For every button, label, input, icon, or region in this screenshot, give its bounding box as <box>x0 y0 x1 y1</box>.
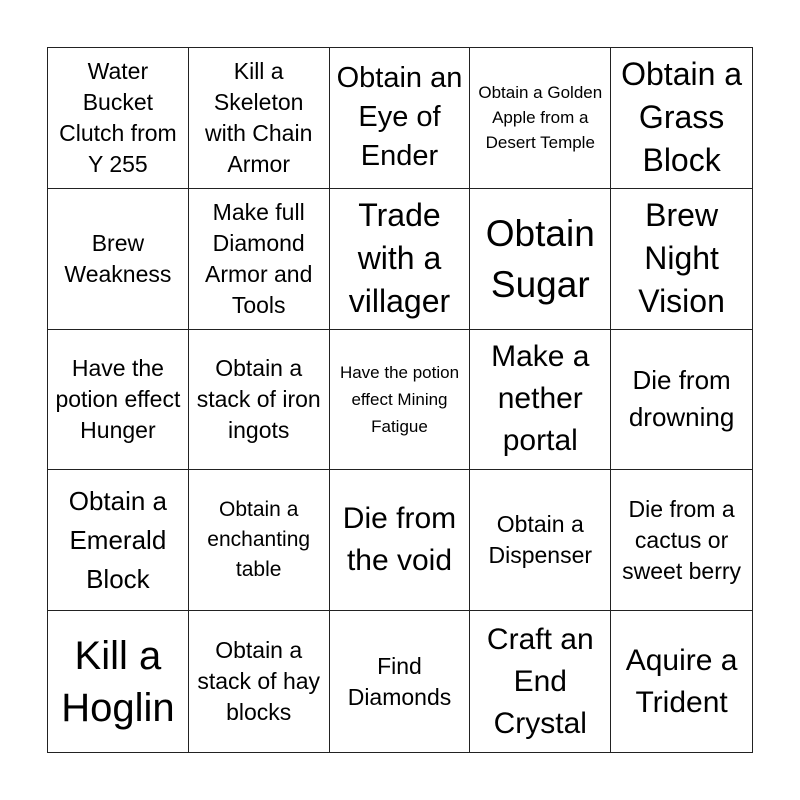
bingo-cell[interactable] <box>48 48 189 189</box>
bingo-cell[interactable] <box>470 189 611 330</box>
bingo-cell[interactable] <box>611 611 752 752</box>
bingo-cell[interactable] <box>48 611 189 752</box>
bingo-cell-text: Obtain Sugar <box>485 212 595 305</box>
bingo-cell[interactable] <box>189 611 330 752</box>
bingo-cell-text: Aquire a Trident <box>625 643 738 719</box>
bingo-cell-text: Have the potion effect Mining Fatigue <box>339 362 460 436</box>
bingo-cell[interactable] <box>48 189 189 330</box>
bingo-cell-text: Kill a Hoglin <box>61 633 175 730</box>
bingo-cell-text: Make a nether portal <box>491 340 590 458</box>
bingo-cell[interactable] <box>470 470 611 611</box>
bingo-cell-text: Water Bucket Clutch from Y 255 <box>59 57 177 177</box>
bingo-cell[interactable] <box>330 470 471 611</box>
bingo-cell-text: Die from drowning <box>628 365 735 433</box>
bingo-cell[interactable] <box>189 470 330 611</box>
bingo-cell[interactable] <box>611 470 752 611</box>
bingo-cell[interactable] <box>189 330 330 471</box>
bingo-cell-text: Trade with a villager <box>348 197 451 320</box>
bingo-cell[interactable] <box>611 48 752 189</box>
bingo-cell[interactable] <box>189 48 330 189</box>
bingo-cell-text: Kill a Skeleton with Chain Armor <box>204 57 313 177</box>
bingo-cell[interactable] <box>330 189 471 330</box>
bingo-cell[interactable] <box>330 330 471 471</box>
bingo-cell[interactable] <box>611 330 752 471</box>
bingo-cell[interactable] <box>48 330 189 471</box>
bingo-cell-text: Obtain a Emerald Block <box>68 485 168 594</box>
bingo-cell[interactable] <box>611 189 752 330</box>
bingo-card <box>47 47 753 753</box>
bingo-cell[interactable] <box>48 470 189 611</box>
bingo-cell[interactable] <box>189 189 330 330</box>
bingo-cell-text: Find Diamonds <box>347 652 452 710</box>
bingo-cell-text: Brew Weakness <box>64 229 172 287</box>
bingo-cell-text: Brew Night Vision <box>638 197 725 320</box>
bingo-cell-text: Die from a cactus or sweet berry <box>622 495 742 584</box>
bingo-cell-text: Craft an End Crystal <box>486 622 594 740</box>
bingo-cell[interactable] <box>470 48 611 189</box>
bingo-cell-text: Have the potion effect Hunger <box>55 354 181 443</box>
bingo-cell-text: Obtain a stack of hay blocks <box>197 637 321 726</box>
bingo-cell[interactable] <box>470 330 611 471</box>
bingo-cell-text: Obtain a Dispenser <box>488 511 593 569</box>
bingo-cell[interactable] <box>470 611 611 752</box>
bingo-cell-text: Obtain a enchanting table <box>207 498 311 582</box>
bingo-cell-text: Obtain a Grass Block <box>621 56 743 179</box>
bingo-cell-text: Make full Diamond Armor and Tools <box>205 198 313 318</box>
bingo-cell[interactable] <box>330 48 471 189</box>
bingo-cell[interactable] <box>330 611 471 752</box>
bingo-cell-text: Die from the void <box>342 502 457 578</box>
bingo-cell-text: Obtain a Golden Apple from a Desert Temple <box>478 83 603 153</box>
bingo-cell-text: Obtain an Eye of Ender <box>336 62 463 173</box>
bingo-cell-text: Obtain a stack of iron ingots <box>196 354 321 443</box>
